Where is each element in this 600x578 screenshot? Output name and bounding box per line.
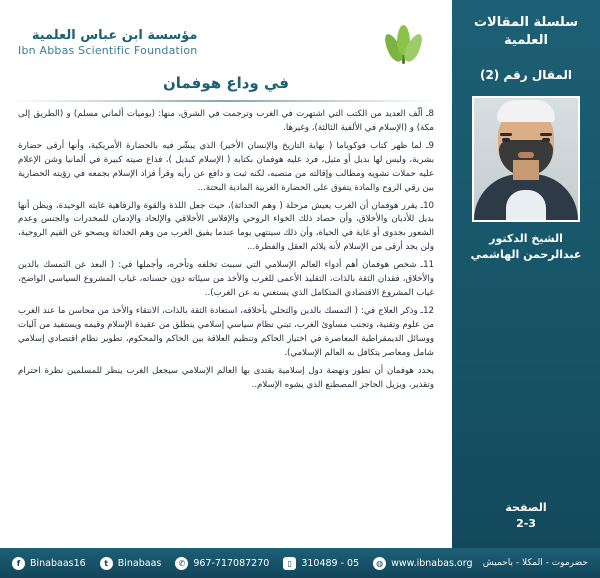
paragraph: 11ـ شخص هوفمان أهم أدواء العالم الإسلامي التي سببت تخلفه وتأخره، وأجملها في: ( البعد عن التمسك بالدين والأخلاق، فقدان الثقة بالذات، التقليد الأعمى للغرب والأخذ من سيئاته دون حسناته، غياب المشروع السياسي الواضح، غياب المشروع الاقتصادي المتكامل الذي يستغني به عن الغرب)..	[18, 260, 434, 299]
paragraph: 9ـ لما ظهر كتاب فوكوياما ( نهاية التاريخ والإنسان الأخير) الذي يبشّر فيه بالحضارة الأمريكية، وأنها أرقى حضارة بشرية، وليس لها بديل أو مثيل، فرد عليه هوفمان بكتابه ( الإسلام كبديل )، فذاع صيته كبيرة في ألمانيا وشن الإعلام عليه حملات تشويه ومطالب وإقالته من منصبه، لكنه ثبت و دافع عن رأيه وقرأ فزاد الإسلام بجمعه في رؤيته الحضارية بين رقي الروح والمادة يتفوق على الحضارة الغربية المادية البحتة...	[18, 140, 434, 193]
organization-name	[18, 27, 197, 59]
phone-contact[interactable]	[175, 557, 269, 570]
sidebar	[452, 0, 600, 548]
page-title: في وداع هوفمان	[163, 74, 289, 92]
contact-footer	[0, 548, 600, 578]
contact-list	[12, 557, 473, 570]
globe-icon: ◍	[373, 557, 386, 570]
paragraph: 12ـ وذكر العلاج في: ( التمسك بالدين والتحلي بأخلاقه، استعادة الثقة بالذات، الانتقاء والأخذ من محاسن ما عند الغرب من علوم وتقنية، وتجنب مساوئ الغرب، تبني نظام سياسي إسلامي ينطلق من عقيدة الإسلام وقيمه ويستفيد من آليات ووسائل الديمقراطية المعاصرة في اختيار الحاكم وتنظيم العلاقة بين الحاكم والمحكوم، تطوير نظام اقتصادي إسلامي شامل ومعاصر يتكافل به العالم الإسلامي).	[18, 305, 434, 358]
mobile-contact[interactable]	[283, 557, 359, 570]
facebook-label: Binabaas16	[30, 557, 86, 569]
document-header	[14, 10, 438, 72]
author-role: الشيخ الدكتور	[489, 232, 563, 246]
article-number: المقال رقم (2)	[479, 68, 573, 83]
facebook-icon: f	[12, 557, 25, 570]
phone-icon: ✆	[175, 557, 188, 570]
mobile-label: 05 - 310489	[301, 557, 360, 569]
author-name: عبدالرحمن الهاشمي	[470, 248, 582, 262]
page-number: 2-3	[516, 517, 536, 530]
website-contact[interactable]	[373, 557, 472, 570]
phone-label: 967-717087270	[193, 557, 270, 569]
title-divider	[14, 100, 438, 102]
leaf-logo-icon	[372, 18, 434, 68]
paragraph: يحدد هوفمان أن تطور ونهضة دول إسلامية يقتدى بها العالم الإسلامي سيجعل الغرب ينظر للمسلمين نظرة احترام وتقدير، ويزيل الحاجز المصطنع الذي يشوه الإسلام..	[18, 365, 434, 390]
paragraph: 10ـ يقرر هوفمان أن الغرب يعيش مرحلة ( وهم الحداثة)، حيث جعل اللذة والقوة والرفاهية غايته الوحيدة، ويظن أنها بديل للأديان والأخلاق، وأن حصاد ذلك الخواء الروحي والإفلاس الأخلاقي والإلحاد والإدمان للمخدرات والجنس وعدم الشعور بجدوى أو غاية في الحياة، وأن ذلك سينتهي يوما عندما يفيق الغرب من وهم الحداثة ويصحو عن القيم الروحية، ولن يجد أرقى من الإسلام لأنه يلائم العقل والفطرة...	[18, 200, 434, 253]
website-label: www.ibnabas.org	[391, 557, 473, 569]
twitter-label: Binabaas	[117, 557, 162, 569]
facebook-contact[interactable]	[12, 557, 86, 570]
article-body	[14, 108, 438, 393]
org-name-ar: مؤسسة ابن عباس العلمية	[31, 27, 198, 43]
avatar	[472, 96, 580, 222]
paragraph: 8ـ ألّف العديد من الكتب التي اشتهرت في الغرب وترجمت في الشرق، منها: (يوميات ألماني مسلم) و (الطريق إلى مكة) و (الإسلام في الألفية الثالثة)، وغيرها.	[18, 109, 434, 133]
page-label: الصفحة	[505, 501, 547, 514]
twitter-contact[interactable]	[100, 557, 162, 570]
address-label: حضرموت - المكلا - باحميش	[482, 558, 588, 568]
mobile-icon: ▯	[283, 557, 296, 570]
twitter-icon: t	[100, 557, 113, 570]
series-title: سلسلة المقالات العلمية	[473, 15, 579, 49]
org-name-en: Ibn Abbas Scientific Foundation	[18, 44, 198, 58]
